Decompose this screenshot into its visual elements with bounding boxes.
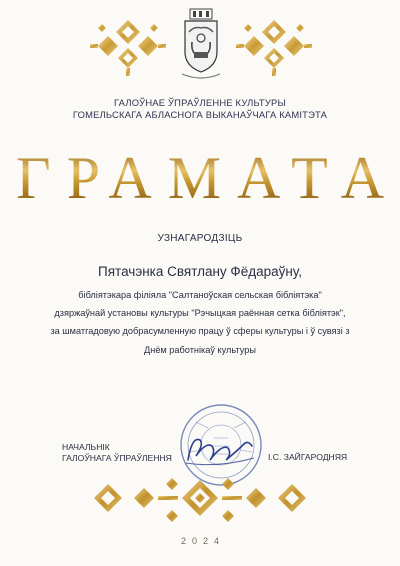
issuer-line-2: ГОМЕЛЬСКАГА АБЛАСНОГА ВЫКАНАЎЧАГА КАМІТЭТА xyxy=(72,109,328,120)
body-line-4: Днём работнікаў культуры xyxy=(144,345,256,355)
recipient-name: Пятачэнка Святлану Фёдараўну, xyxy=(98,264,302,279)
bottom-ornament-band xyxy=(88,478,312,526)
signatory-position xyxy=(62,442,172,464)
body-line-2: дзяржаўнай установы культуры "Рэчыцкая раённая сетка бібліятэк", xyxy=(54,308,346,318)
handwritten-signature xyxy=(182,430,258,470)
signatory-name: І.С. ЗАЙГАРОДНЯЯ xyxy=(268,452,348,462)
certificate-title: ГРАМАТА xyxy=(0,146,400,210)
awards-label: УЗНАГАРОДЗІЦЬ xyxy=(157,233,243,244)
coat-of-arms-emblem xyxy=(180,8,222,86)
signatory-position-line-2: ГАЛОЎНАГА ЎПРАЎЛЕННЯ xyxy=(62,453,172,463)
signatory-position-line-1: НАЧАЛЬНІК xyxy=(62,442,110,452)
body-line-1: бібліятэкара філіяла "Салтаноўская сельская бібліятэка" xyxy=(78,290,322,300)
issuer-line-1: ГАЛОЎНАЕ ЎПРАЎЛЕННЕ КУЛЬТУРЫ xyxy=(114,97,286,108)
top-left-ornament xyxy=(88,18,168,76)
body-line-3: за шматгадовую добрасумленную працу ў сферы культуры і ў сувязі з xyxy=(50,326,350,336)
issuer-header xyxy=(0,97,400,121)
top-right-ornament xyxy=(234,18,314,76)
issue-year: 2024 xyxy=(180,536,226,546)
